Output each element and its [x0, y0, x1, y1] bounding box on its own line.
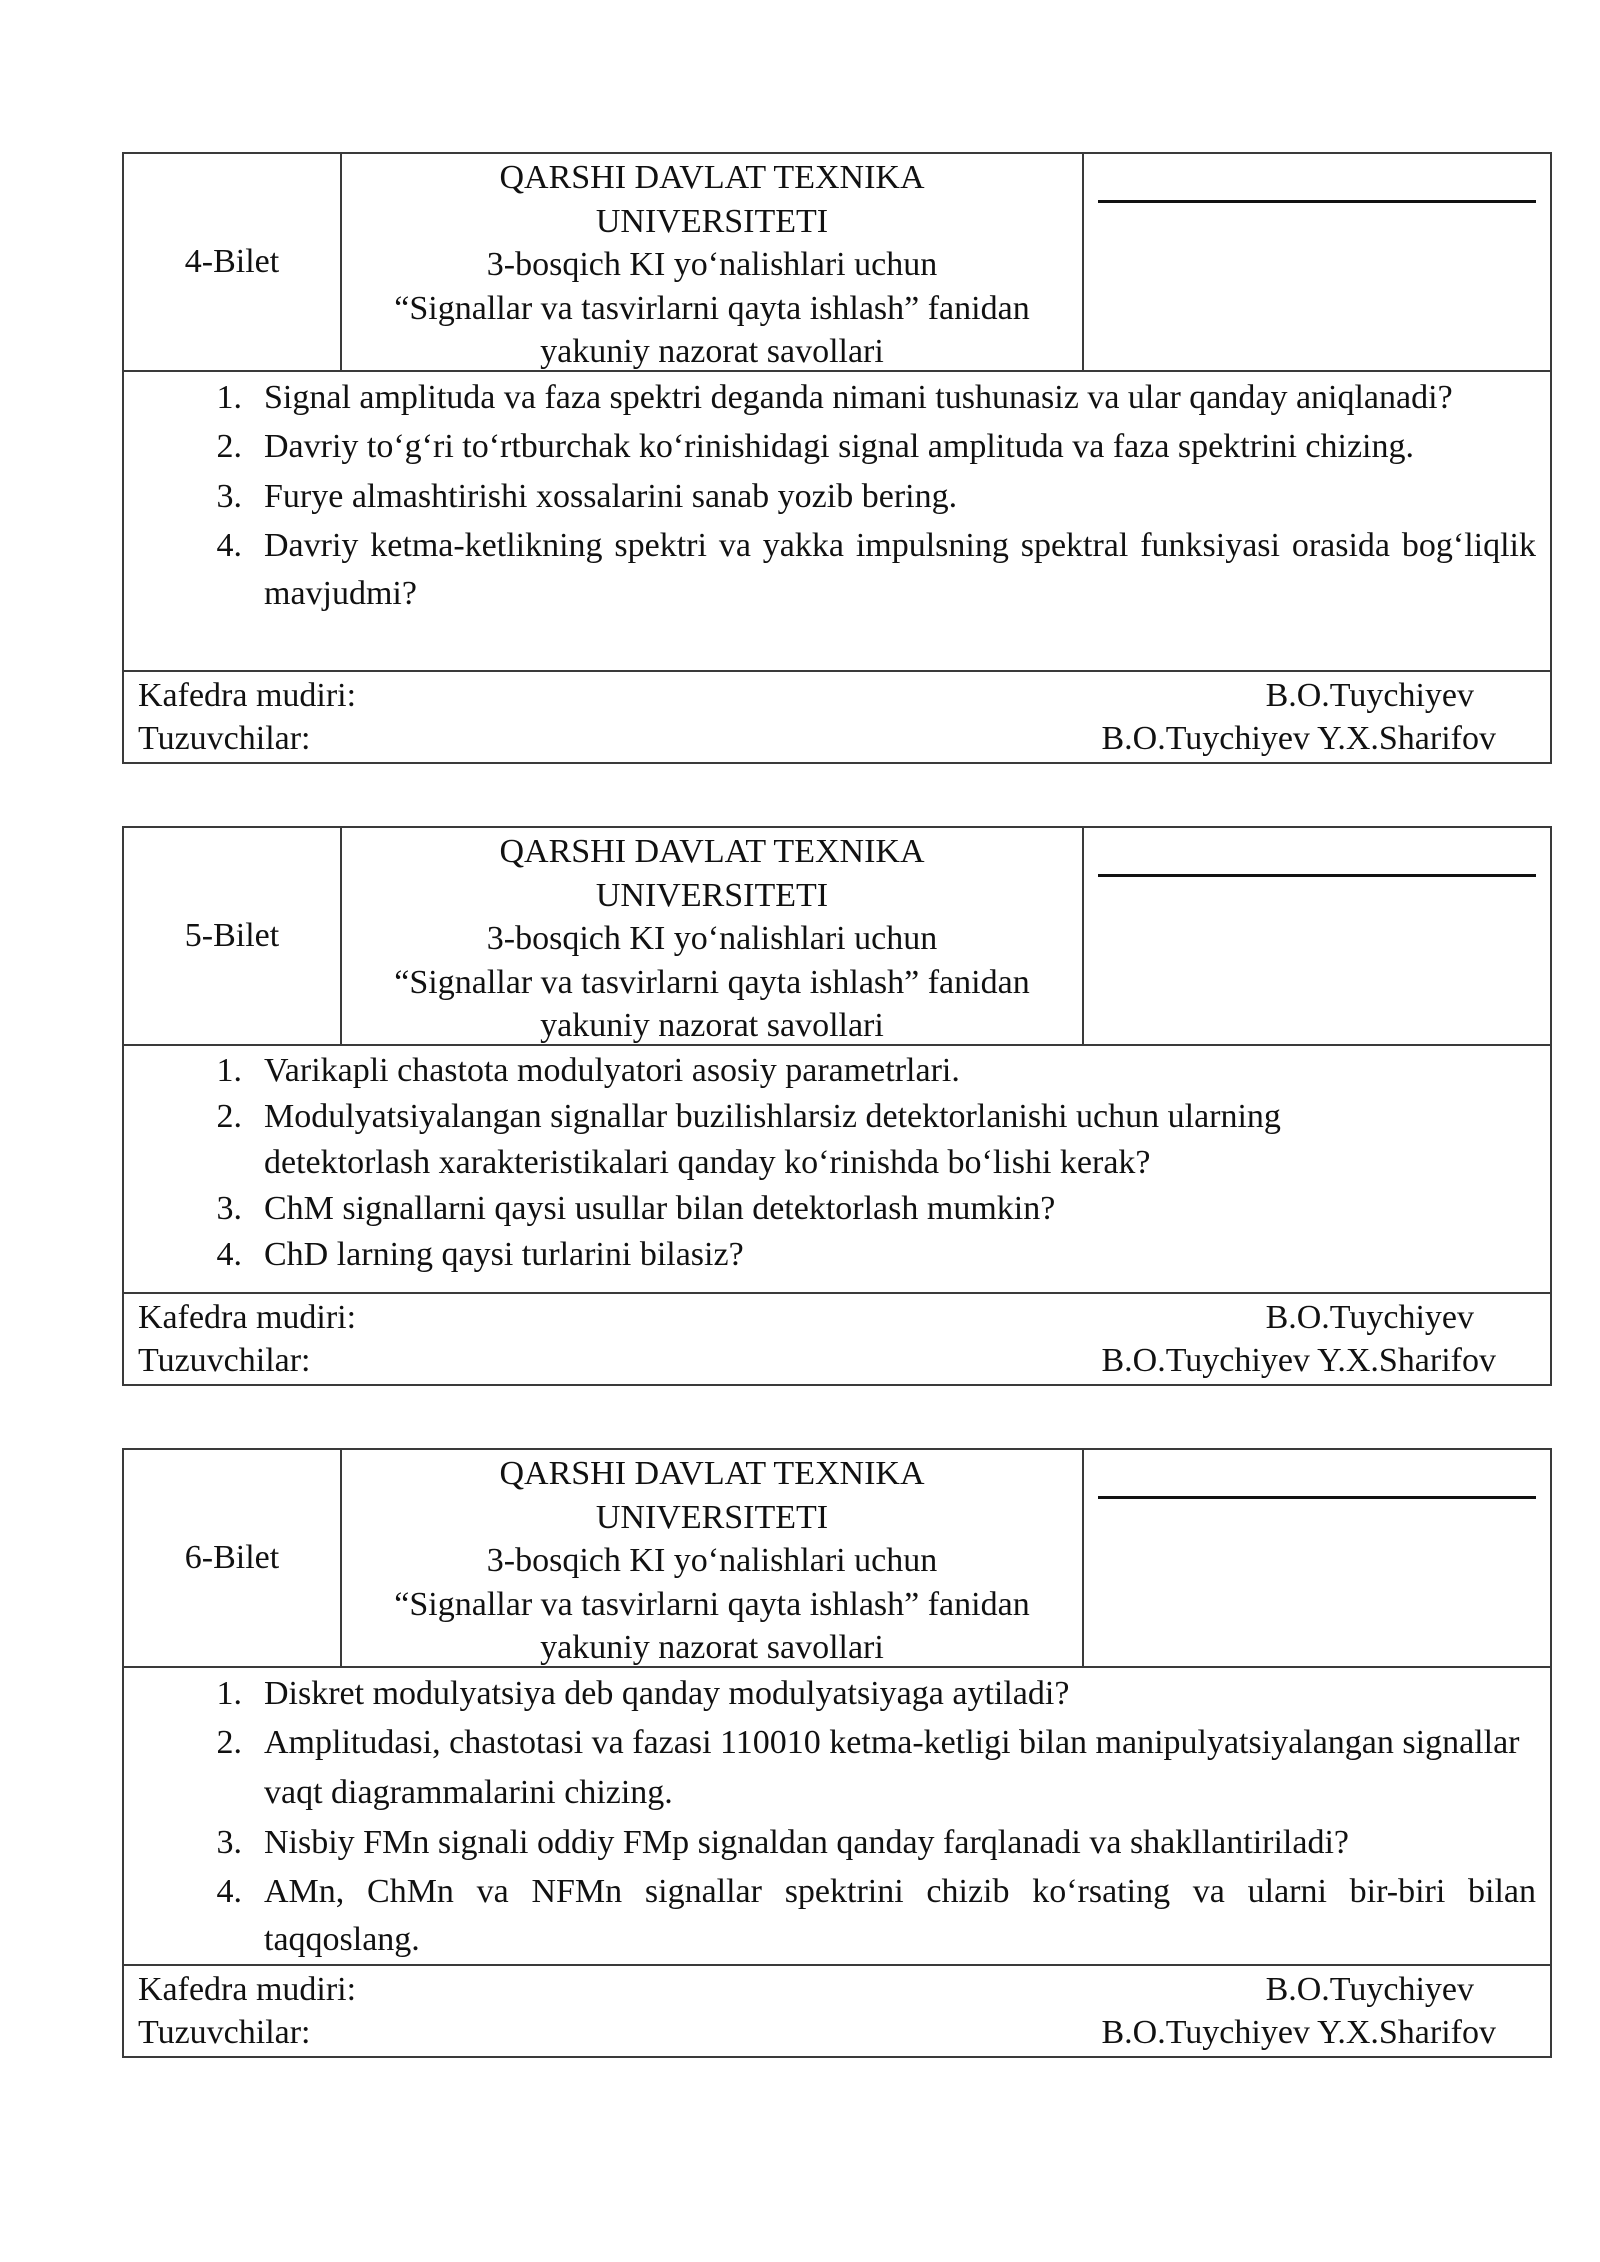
authors-label: Tuzuvchilar: — [138, 720, 311, 757]
question-text: Amplitudasi, chastotasi va fazasi 110010 ketma-ketligi bilan manipulyatsiyalangan signallar vaqt diagrammalarini chizing. — [264, 1724, 1520, 1811]
head-of-department-label: Kafedra mudiri: — [138, 1971, 357, 2008]
ticket-title — [342, 828, 1084, 1044]
question-text: Nisbiy FMn signali oddiy FMp signaldan qanday farqlanadi va shakllantiriladi? — [264, 1824, 1349, 1861]
question-text: AMn, ChMn va NFMn signallar spektrini chizib ko‘rsating va ularni bir-biri bilan taqqoslang. — [264, 1873, 1536, 1958]
signature-cell — [1084, 1450, 1550, 1666]
question-item — [124, 1868, 1536, 1964]
question-number: 3. — [216, 478, 242, 515]
signature-line — [1098, 874, 1536, 877]
authors-row — [138, 717, 1496, 760]
ticket-number: 4-Bilet — [124, 154, 342, 370]
question-text: Davriy ketma-ketlikning spektri va yakka impulsning spektral funksiyasi orasida bog‘liqlik mavjudmi? — [264, 527, 1536, 612]
question-number: 3. — [216, 1190, 242, 1227]
head-of-department-name: B.O.Tuychiyev — [1265, 1971, 1474, 2008]
authors-row — [138, 1339, 1496, 1382]
question-list — [124, 1670, 1536, 1964]
authors-label: Tuzuvchilar: — [138, 2014, 311, 2051]
questions-section — [124, 1046, 1550, 1294]
ticket-header — [124, 1450, 1550, 1668]
ticket-number: 5-Bilet — [124, 828, 342, 1044]
ticket-4 — [122, 152, 1552, 764]
authors-label: Tuzuvchilar: — [138, 1342, 311, 1379]
head-of-department-row — [138, 674, 1496, 717]
ticket-6 — [122, 1448, 1552, 2058]
authors-names: B.O.Tuychiyev Y.X.Sharifov — [1101, 2014, 1496, 2051]
question-item — [124, 1094, 1536, 1186]
question-number: 1. — [216, 1675, 242, 1712]
exam-line: yakuniy nazorat savollari — [540, 333, 884, 370]
signature-cell — [1084, 828, 1550, 1044]
ticket-title — [342, 154, 1084, 370]
question-text: Furye almashtirishi xossalarini sanab yozib bering. — [264, 478, 958, 515]
authors-names: B.O.Tuychiyev Y.X.Sharifov — [1101, 720, 1496, 757]
head-of-department-label: Kafedra mudiri: — [138, 1299, 357, 1336]
ticket-footer — [124, 672, 1550, 762]
question-text: Signal amplituda va faza spektri deganda nimani tushunasiz va ular qanday aniqlanadi? — [264, 379, 1453, 416]
question-number: 1. — [216, 1052, 242, 1089]
question-text: ChD larning qaysi turlarini bilasiz? — [264, 1236, 744, 1273]
program-line: 3-bosqich KI yo‘nalishlari uchun — [486, 920, 938, 957]
ticket-footer — [124, 1294, 1550, 1384]
university-name: QARSHI DAVLAT TEXNIKA — [499, 833, 925, 870]
question-number: 4. — [216, 1236, 242, 1273]
question-list — [124, 1048, 1536, 1278]
question-item — [124, 1670, 1536, 1718]
question-text: Varikapli chastota modulyatori asosiy parametrlari. — [264, 1052, 960, 1089]
exam-line: yakuniy nazorat savollari — [540, 1007, 884, 1044]
question-text: Modulyatsiyalangan signallar buzilishlarsiz detektorlanishi uchun ularning detektorlash xarakteristikalari qanday ko‘rinishda bo‘lishi kerak? — [264, 1098, 1281, 1181]
question-number: 4. — [216, 1873, 242, 1910]
subject-line: “Signallar va tasvirlarni qayta ishlash” fanidan — [394, 1585, 1030, 1623]
subject-line: “Signallar va tasvirlarni qayta ishlash” fanidan — [394, 289, 1030, 327]
head-of-department-row — [138, 1968, 1496, 2011]
signature-line — [1098, 200, 1536, 203]
question-item — [124, 1186, 1536, 1232]
head-of-department-row — [138, 1296, 1496, 1339]
head-of-department-name: B.O.Tuychiyev — [1265, 677, 1474, 714]
ticket-title — [342, 1450, 1084, 1666]
university-name-2: UNIVERSITETI — [595, 202, 829, 240]
questions-section — [124, 1668, 1550, 1966]
university-name: QARSHI DAVLAT TEXNIKA — [499, 1455, 925, 1492]
question-number: 4. — [216, 527, 242, 564]
program-line: 3-bosqich KI yo‘nalishlari uchun — [486, 1542, 938, 1579]
question-item — [124, 1718, 1536, 1818]
question-item — [124, 422, 1536, 472]
question-number: 3. — [216, 1824, 242, 1861]
question-number: 1. — [216, 379, 242, 416]
question-item — [124, 1818, 1536, 1868]
question-number: 2. — [216, 428, 242, 465]
subject-line: “Signallar va tasvirlarni qayta ishlash” fanidan — [394, 963, 1030, 1001]
question-item — [124, 374, 1536, 422]
question-number: 2. — [216, 1098, 242, 1135]
question-item — [124, 472, 1536, 522]
university-name-2: UNIVERSITETI — [595, 876, 829, 914]
question-text: Davriy to‘g‘ri to‘rtburchak ko‘rinishidagi signal amplituda va faza spektrini chizing. — [264, 428, 1414, 465]
ticket-number: 6-Bilet — [124, 1450, 342, 1666]
question-text: Diskret modulyatsiya deb qanday modulyatsiyaga aytiladi? — [264, 1675, 1070, 1712]
ticket-header — [124, 154, 1550, 372]
question-item — [124, 522, 1536, 618]
program-line: 3-bosqich KI yo‘nalishlari uchun — [486, 246, 938, 283]
ticket-header — [124, 828, 1550, 1046]
university-name-2: UNIVERSITETI — [595, 1498, 829, 1536]
question-item — [124, 1232, 1536, 1278]
questions-section — [124, 372, 1550, 672]
authors-names: B.O.Tuychiyev Y.X.Sharifov — [1101, 1342, 1496, 1379]
ticket-footer — [124, 1966, 1550, 2056]
signature-line — [1098, 1496, 1536, 1499]
question-text: ChM signallarni qaysi usullar bilan detektorlash mumkin? — [264, 1190, 1056, 1227]
question-number: 2. — [216, 1724, 242, 1761]
head-of-department-label: Kafedra mudiri: — [138, 677, 357, 714]
authors-row — [138, 2011, 1496, 2054]
signature-cell — [1084, 154, 1550, 370]
question-item — [124, 1048, 1536, 1094]
question-list — [124, 374, 1536, 618]
university-name: QARSHI DAVLAT TEXNIKA — [499, 159, 925, 196]
ticket-5 — [122, 826, 1552, 1386]
exam-line: yakuniy nazorat savollari — [540, 1629, 884, 1666]
head-of-department-name: B.O.Tuychiyev — [1265, 1299, 1474, 1336]
